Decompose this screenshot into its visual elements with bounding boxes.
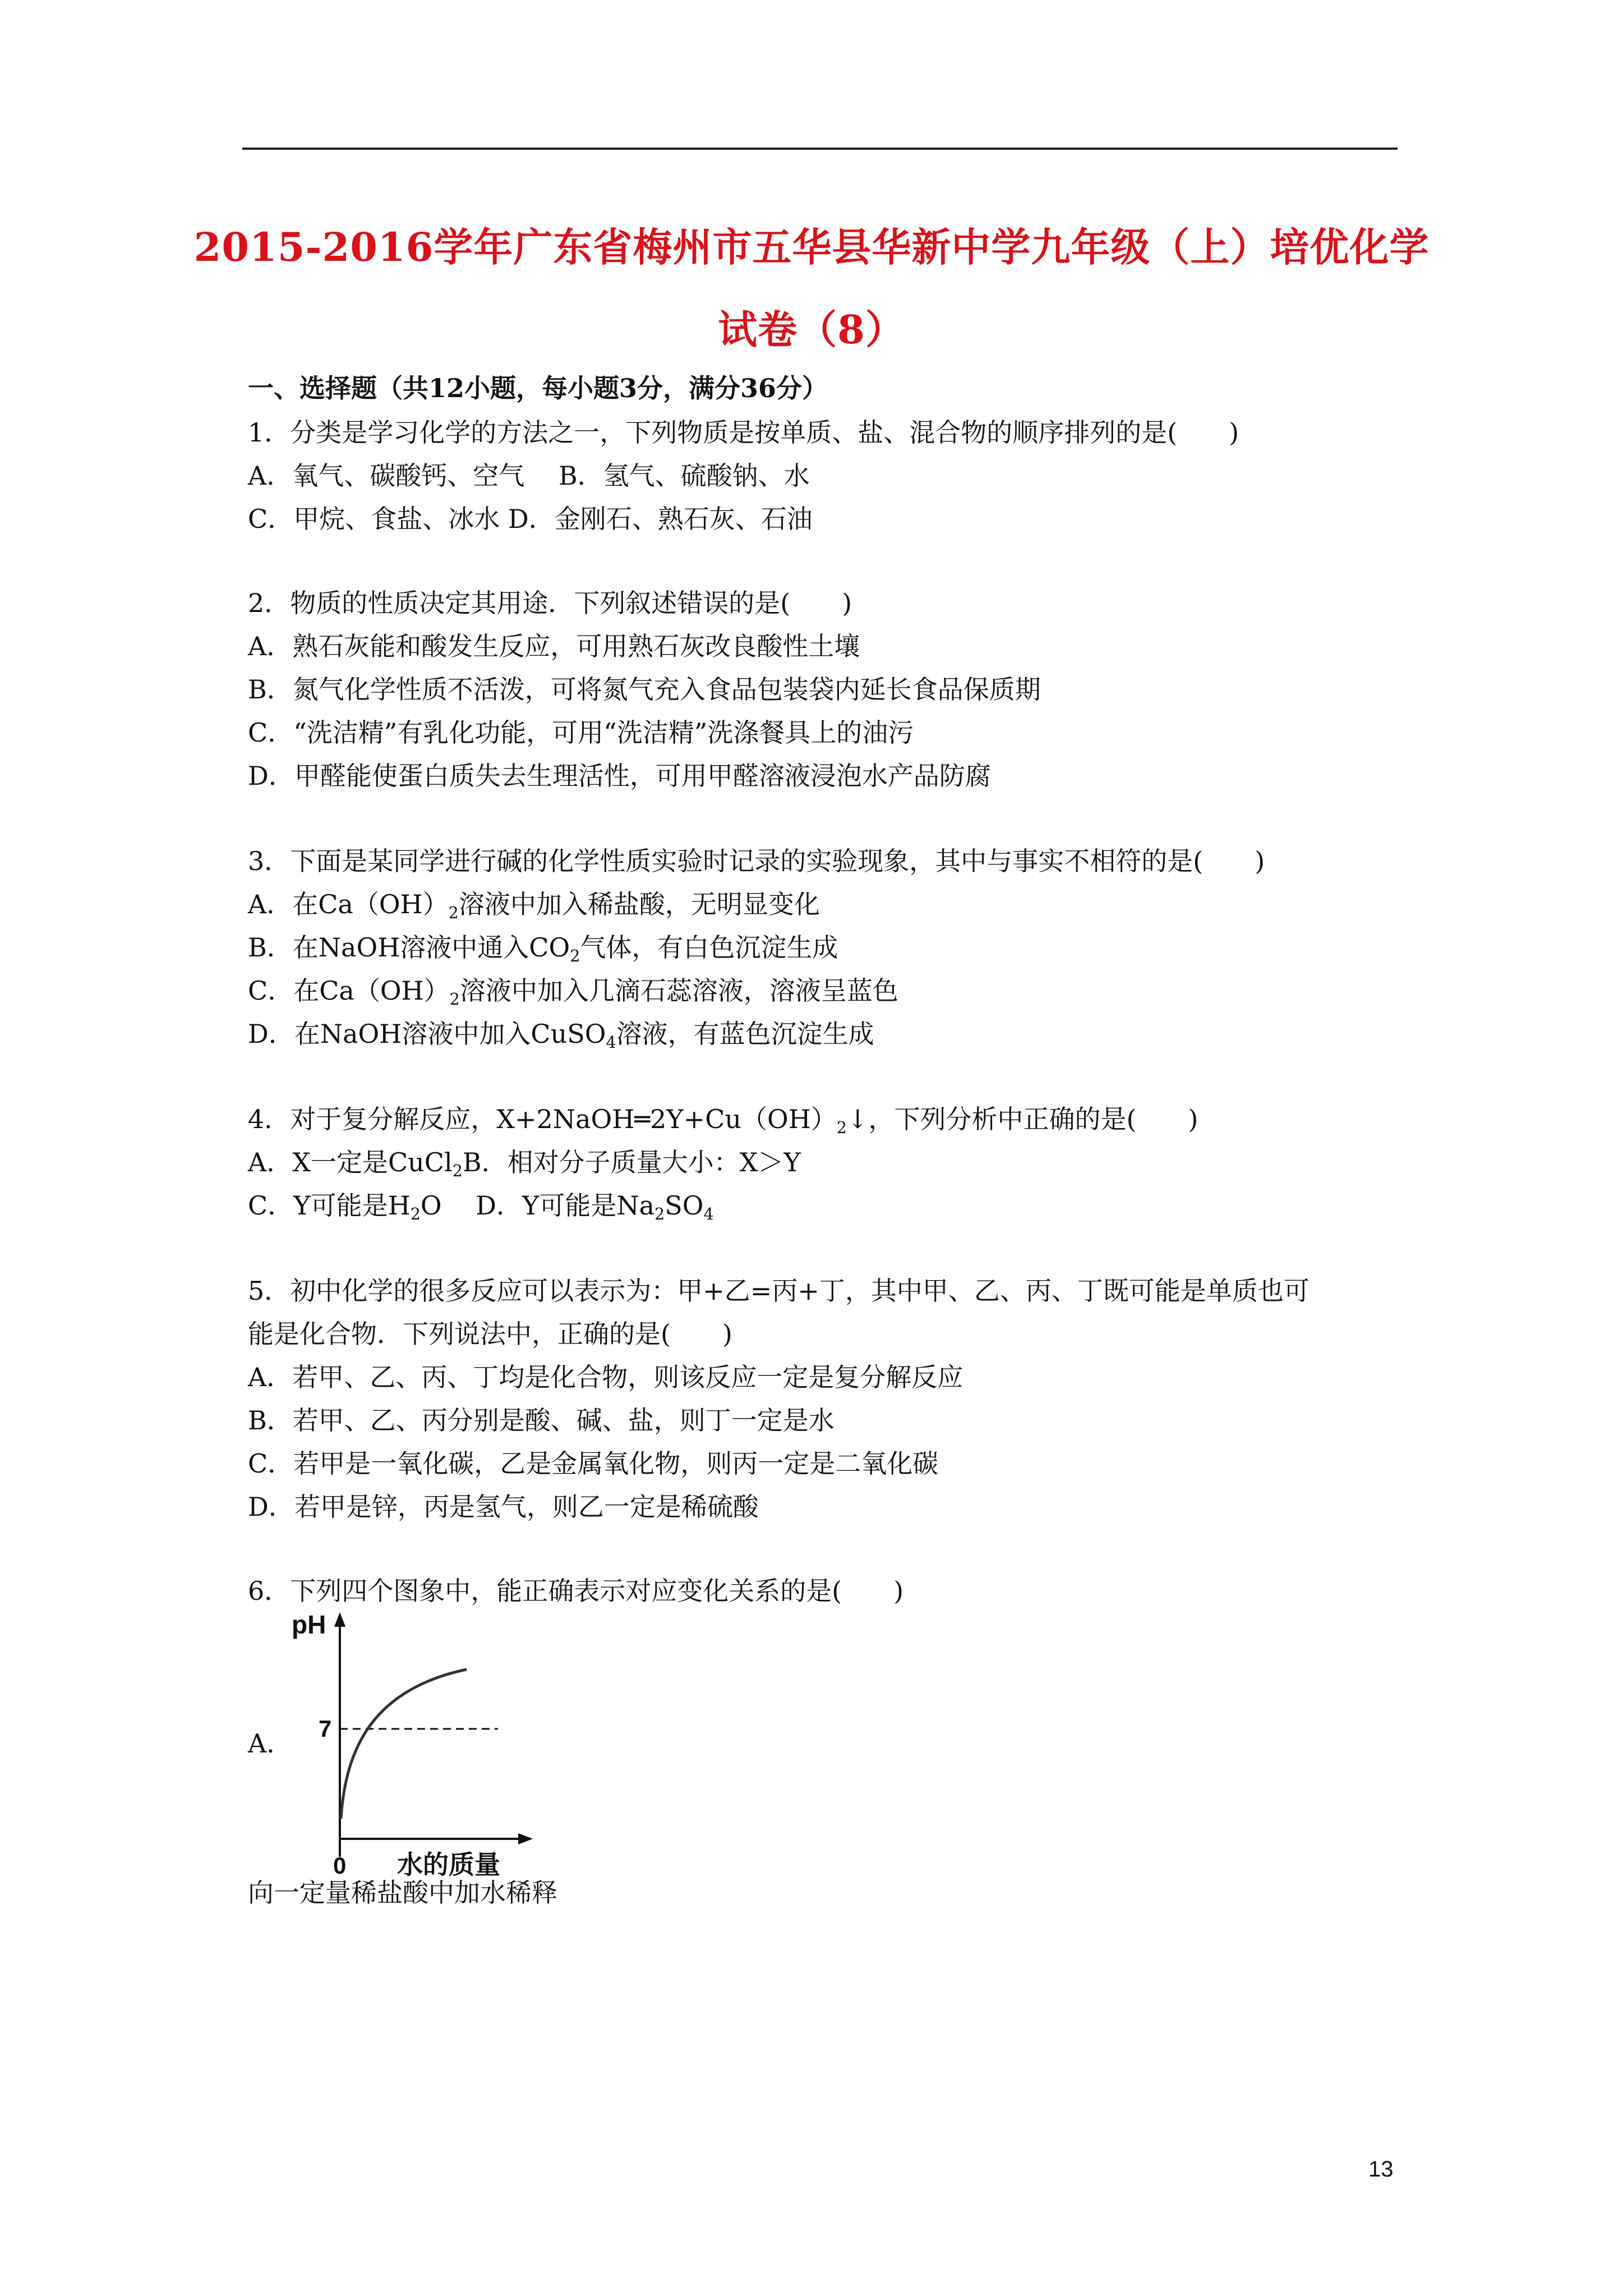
question-5-option-c: C．若甲是一氧化碳，乙是金属氧化物，则丙一定是二氧化碳	[248, 1448, 939, 1479]
y-axis-label: pH	[292, 1610, 326, 1639]
x-axis-arrow	[518, 1833, 533, 1844]
header-rule	[242, 148, 1398, 150]
question-2-stem: 2．物质的性质决定其用途．下列叙述错误的是( )	[248, 588, 852, 618]
section-heading: 一、选择题（共12小题，每小题3分，满分36分）	[248, 373, 828, 403]
question-1-options-cd: C．甲烷、食盐、冰水 D．金刚石、熟石灰、石油	[248, 504, 813, 534]
question-3-option-b: B．在NaOH溶液中通入CO2气体，有白色沉淀生成	[248, 932, 838, 966]
question-2-option-a: A．熟石灰能和酸发生反应，可用熟石灰改良酸性土壤	[248, 631, 860, 661]
question-5-option-a: A．若甲、乙、丙、丁均是化合物，则该反应一定是复分解反应	[248, 1362, 963, 1392]
question-1-stem: 1．分类是学习化学的方法之一，下列物质是按单质、盐、混合物的顺序排列的是( )	[248, 417, 1239, 448]
question-4-stem: 4．对于复分解反应，X+2NaOH═2Y+Cu（OH）2↓，下列分析中正确的是( )	[248, 1104, 1198, 1138]
question-2-option-d: D．甲醛能使蛋白质失去生理活性，可用甲醛溶液浸泡水产品防腐	[248, 761, 991, 791]
ph-dilution-graph	[287, 1610, 534, 1879]
question-5-stem-line2: 能是化合物．下列说法中，正确的是( )	[248, 1319, 732, 1349]
document-title-line2: 试卷（8）	[718, 306, 905, 353]
ph-curve	[341, 1669, 467, 1819]
question-2-option-c: C．“洗洁精”有乳化功能，可用“洗洁精”洗涤餐具上的油污	[248, 717, 914, 748]
question-1-options-ab: A．氧气、碳酸钙、空气 B．氢气、硫酸钠、水	[248, 461, 810, 491]
origin-label: 0	[333, 1852, 347, 1879]
question-6-stem: 6．下列四个图象中，能正确表示对应变化关系的是( )	[248, 1576, 904, 1606]
question-3-stem: 3．下面是某同学进行碱的化学性质实验时记录的实验现象，其中与事实不相符的是( )	[248, 846, 1265, 876]
question-2-option-b: B．氮气化学性质不活泼，可将氮气充入食品包装袋内延长食品保质期	[248, 674, 1041, 705]
document-title-line1: 2015-2016学年广东省梅州市五华县华新中学九年级（上）培优化学	[193, 224, 1430, 270]
question-5-option-d: D．若甲是锌，丙是氢气，则乙一定是稀硫酸	[248, 1492, 759, 1522]
page-number: 13	[1368, 2157, 1394, 2182]
question-4-options-cd: C．Y可能是H2O D．Y可能是Na2SO4	[248, 1190, 714, 1224]
y-axis-arrow	[334, 1612, 345, 1627]
question-4-options-ab: A．X一定是CuCl2B．相对分子质量大小：X＞Y	[248, 1147, 801, 1181]
question-3-option-a: A．在Ca（OH）2溶液中加入稀盐酸，无明显变化	[248, 889, 820, 923]
question-6-option-a-caption: 向一定量稀盐酸中加水稀释	[248, 1878, 557, 1908]
question-5-stem-line1: 5．初中化学的很多反应可以表示为：甲+乙=丙+丁，其中甲、乙、丙、丁既可能是单质也可	[248, 1276, 1310, 1306]
question-3-option-c: C．在Ca（OH）2溶液中加入几滴石蕊溶液，溶液呈蓝色	[248, 976, 898, 1009]
question-6-option-a-label: A．	[248, 1728, 293, 1759]
y-tick-7: 7	[319, 1715, 332, 1742]
x-axis-label: 水的质量	[397, 1849, 500, 1879]
question-5-option-b: B．若甲、乙、丙分别是酸、碱、盐，则丁一定是水	[248, 1405, 834, 1435]
question-3-option-d: D．在NaOH溶液中加入CuSO4溶液，有蓝色沉淀生成	[248, 1019, 874, 1052]
